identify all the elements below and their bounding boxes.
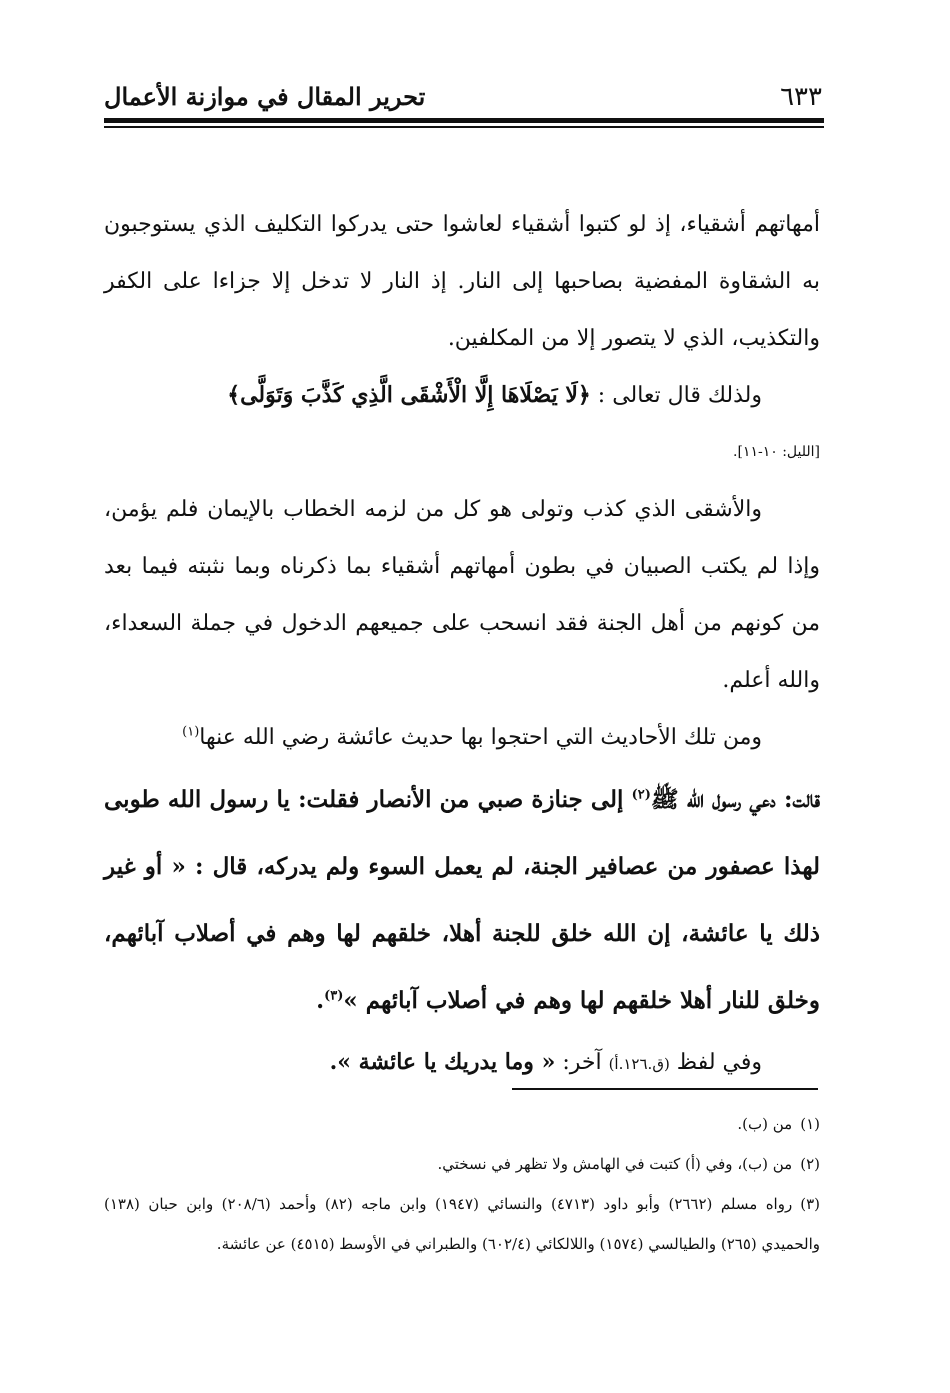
header-rule-thick	[104, 118, 824, 123]
footnotes	[104, 1104, 820, 1264]
quran-verse: ﴿لَا يَصْلَاهَا إِلَّا الْأَشْقَى الَّذِي كَذَّبَ وَتَوَلَّى﴾	[227, 382, 591, 408]
running-title: تحرير المقال في موازنة الأعمال	[104, 82, 426, 111]
footnote-1	[104, 1104, 820, 1144]
footnote-text: رواه مسلم (٢٦٦٢) وأبو داود (٤٧١٣) والنسائي (١٩٤٧) وابن ماجه (٨٢) وأحمد (٢٠٨/٦) وابن حبان (١٣٨) والحميدي (٢٦٥) والطيالسي (١٥٧٤) واللالكائي (٦٠٢/٤) والطبراني في الأوسط (٤٥١٥) عن عائشة.	[104, 1195, 820, 1253]
verse-reference: [الليل: ١٠-١١].	[733, 444, 820, 460]
footnote-ref-1[interactable]: (١)	[182, 724, 200, 740]
footnote-3	[104, 1184, 820, 1264]
last-quote: « وما يدريك يا عائشة ».	[329, 1049, 556, 1075]
footnote-separator	[512, 1088, 818, 1090]
last-paragraph	[104, 1034, 820, 1093]
verse-intro: ولذلك قال تعالى :	[597, 383, 762, 408]
footnote-ref-2[interactable]: (٢)	[631, 787, 651, 803]
footnote-text: من (ب)، وفي (أ) كتبت في الهامش ولا تظهر في نسختي.	[437, 1155, 793, 1173]
paragraph-1: أمهاتهم أشقياء، إذ لو كتبوا أشقياء لعاشوا حتى يدركوا التكليف الذي يستوجبون به الشقاوة المفضية بصاحبها إلى النار. إذ النار لا تدخل إلا جزاءا على الكفر والتكذيب، الذي لا يتصور إلا من المكلفين.	[104, 212, 820, 351]
last-intro: وفي لفظ	[669, 1050, 762, 1075]
footnote-number: (١)	[800, 1115, 820, 1133]
paragraph-3	[104, 709, 820, 766]
manuscript-ref: (ق.١٢٦.أ)	[608, 1055, 670, 1073]
footnote-number: (٣)	[800, 1195, 820, 1213]
header-rule-thin	[104, 126, 824, 128]
page-number: ٦٣٣	[780, 82, 822, 112]
hadith-text	[104, 766, 820, 1034]
page-header	[104, 78, 824, 118]
main-text	[104, 196, 820, 1093]
hadith-end: .	[316, 987, 325, 1014]
verse-line	[104, 367, 820, 424]
paragraph-3-text: ومن تلك الأحاديث التي احتجوا بها حديث عائشة رضي الله عنها	[199, 725, 762, 750]
footnote-2	[104, 1144, 820, 1184]
paragraph-2: والأشقى الذي كذب وتولى هو كل من لزمه الخطاب بالإيمان فلم يؤمن، وإذا لم يكتب الصبيان في بطون أمهاتهم أشقياء بما ذكرناه وبما نثبته فيما بعد من كونهم من أهل الجنة فقد انسحب على جميعهم الدخول في جملة السعداء، والله أعلم.	[104, 497, 820, 693]
footnote-text: من (ب).	[737, 1115, 793, 1133]
hadith-part-b: إلى جنازة صبي من الأنصار فقلت: يا رسول الله طوبى لهذا عصفور من عصافير الجنة، لم يعمل السوء ولم يدركه، قال : « أو غير ذلك يا عائشة، إن الله خلق للجنة أهلا، خلقهم لها وهم في أصلاب آبائهم، وخلق للنار أهلا خلقهم لها وهم في أصلاب آبائهم »	[104, 786, 820, 1014]
footnote-number: (٢)	[800, 1155, 820, 1173]
last-mid: آخر:	[555, 1050, 609, 1075]
footnote-ref-3[interactable]: (٣)	[324, 988, 344, 1004]
hadith-part-a: قالت: دعي رسول الله ﷺ	[650, 786, 820, 813]
